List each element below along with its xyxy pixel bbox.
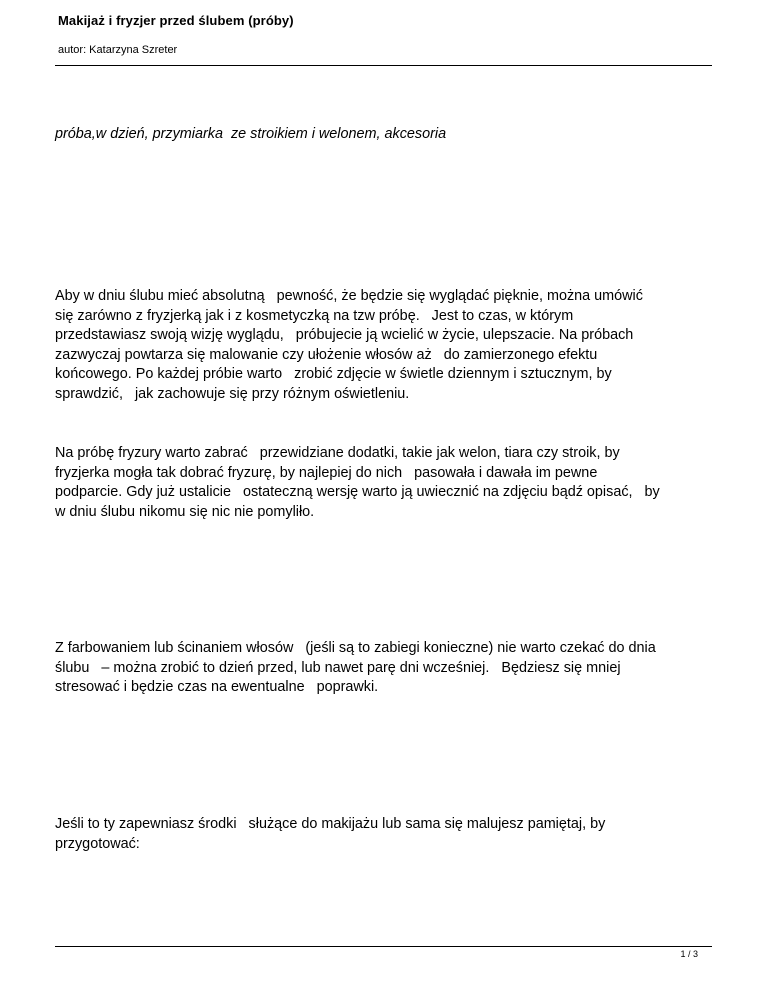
paragraph-4 (55, 815, 715, 854)
paragraph-1 (55, 287, 715, 404)
paragraph-line: przedstawiasz swoją wizję wyglądu, próbujecie ją wcielić w życie, ulepszacie. Na próbach (55, 327, 634, 343)
subtitle-text: próba,w dzień, przymiarka ze stroikiem i welonem, akcesoria (55, 126, 447, 142)
paragraph-line: podparcie. Gdy już ustalicie ostateczną wersję warto ją uwiecznić na zdjęciu bądź opisać, by (55, 484, 660, 500)
paragraph-line: się zarówno z fryzjerką jak i z kosmetyczką na tzw próbę. Jest to czas, w którym (55, 307, 574, 324)
subtitle-line (55, 125, 715, 145)
paragraph-line: Z farbowaniem lub ścinaniem włosów (jeśli są to zabiegi konieczne) nie warto czekać do dnia (55, 640, 656, 656)
document-author: autor: Katarzyna Szreter (58, 44, 178, 56)
paragraph-2 (55, 444, 715, 522)
paragraph-line: stresować i będzie czas na ewentualne poprawki. (55, 679, 379, 695)
footer-divider (55, 946, 712, 947)
paragraph-line: sprawdzić, jak zachowuje się przy różnym oświetleniu. (55, 385, 410, 402)
paragraph-line: Na próbę fryzury warto zabrać przewidziane dodatki, takie jak welon, tiara czy stroik, by (55, 445, 620, 461)
paragraph-line: ślubu – można zrobić to dzień przed, lub nawet parę dni wcześniej. Będziesz się mniej (55, 659, 621, 676)
page-number: 1 / 3 (680, 949, 698, 959)
paragraph-line: przygotować: (55, 835, 140, 852)
header-divider (55, 65, 712, 66)
paragraph-line: Aby w dniu ślubu mieć absolutną pewność, że będzie się wyglądać pięknie, można umówić (55, 288, 643, 304)
document-title: Makijaż i fryzjer przed ślubem (próby) (58, 13, 294, 28)
paragraph-3 (55, 639, 715, 698)
paragraph-line: zazwyczaj powtarza się malowanie czy ułożenie włosów aż do zamierzonego efektu (55, 346, 598, 363)
paragraph-line: fryzjerka mogła tak dobrać fryzurę, by najlepiej do nich pasowała i dawała im pewne (55, 464, 598, 481)
paragraph-line: Jeśli to ty zapewniasz środki służące do makijażu lub sama się malujesz pamiętaj, by (55, 816, 606, 832)
paragraph-line: końcowego. Po każdej próbie warto zrobić zdjęcie w świetle dziennym i sztucznym, by (55, 366, 612, 382)
paragraph-line: w dniu ślubu nikomu się nic nie pomyliło. (55, 503, 315, 520)
